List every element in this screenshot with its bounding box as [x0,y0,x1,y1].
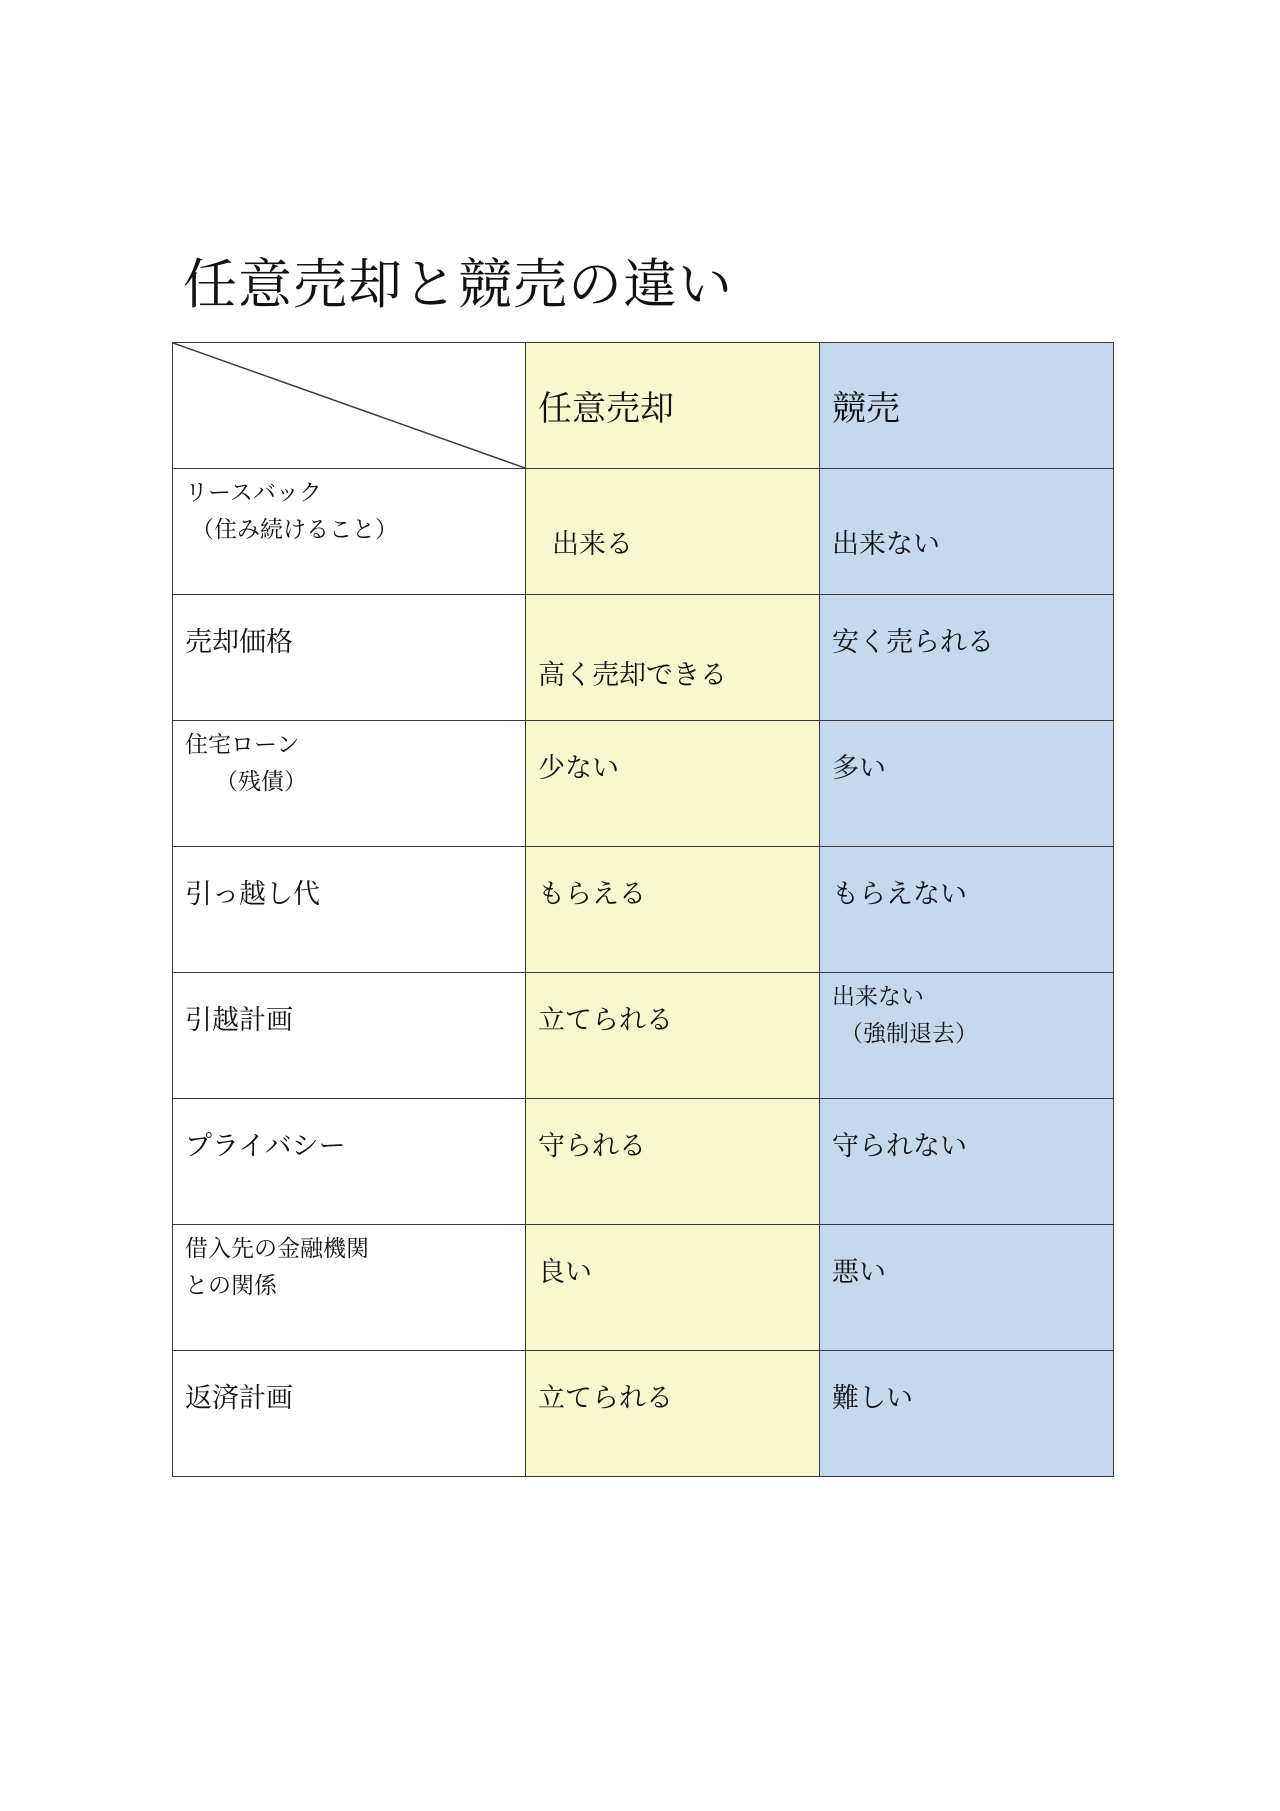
page-title: 任意売却と競売の違い [183,253,733,316]
keibai-value-cell [820,721,1114,847]
keibai-value-cell [820,1225,1114,1351]
row-label-cell [173,847,526,973]
row-label: 売却価格 [185,627,293,658]
keibai-value-cell [820,1351,1114,1477]
table-row [173,1351,1114,1477]
nin-i-value: 立てられる [538,1383,673,1414]
keibai-value: 多い [832,753,886,784]
nin-i-value: 高く売却できる [538,660,727,691]
diagonal-line [173,343,525,468]
row-label: 引っ越し代 [185,879,320,910]
corner-cell [173,343,526,469]
row-label: プライバシー [185,1131,346,1162]
nin-i-value: 出来る [552,529,633,560]
row-label: 住宅ローン （残債） [185,732,307,795]
header-label: 競売 [832,389,900,429]
keibai-value-cell [820,973,1114,1099]
keibai-value: もらえない [832,879,967,910]
table-row [173,847,1114,973]
keibai-value-cell [820,469,1114,595]
table-row [173,1225,1114,1351]
header-label: 任意売却 [538,389,674,429]
table-row [173,1099,1114,1225]
keibai-value: 難しい [832,1383,913,1414]
row-label-cell [173,469,526,595]
nin-i-value: もらえる [538,879,646,910]
nin-i-value-cell [526,1351,820,1477]
header-nin-i-baikyaku [526,343,820,469]
row-label-cell [173,1099,526,1225]
nin-i-value: 良い [538,1257,592,1288]
keibai-value: 出来ない [832,529,940,560]
row-label: リースバック （住み続けること） [185,480,398,543]
nin-i-value-cell [526,973,820,1099]
comparison-table [172,342,1114,1477]
nin-i-value: 少ない [538,753,619,784]
table-row [173,469,1114,595]
nin-i-value-cell [526,721,820,847]
keibai-value: 悪い [832,1257,886,1288]
row-label-cell [173,1225,526,1351]
nin-i-value-cell [526,1099,820,1225]
nin-i-value-cell [526,847,820,973]
keibai-value: 守られない [832,1131,967,1162]
keibai-value-cell [820,1099,1114,1225]
row-label-cell [173,595,526,721]
header-keibai [820,343,1114,469]
row-label: 引越計画 [185,1005,293,1036]
nin-i-value: 守られる [538,1131,646,1162]
nin-i-value-cell [526,1225,820,1351]
table-row [173,973,1114,1099]
table-row [173,721,1114,847]
row-label-cell [173,973,526,1099]
table-header-row [173,343,1114,469]
keibai-value-cell [820,847,1114,973]
row-label: 借入先の金融機関 との関係 [185,1236,369,1299]
row-label: 返済計画 [185,1383,293,1414]
keibai-value-cell [820,595,1114,721]
row-label-cell [173,1351,526,1477]
table-row [173,595,1114,721]
nin-i-value-cell [526,595,820,721]
nin-i-value-cell [526,469,820,595]
nin-i-value: 立てられる [538,1005,673,1036]
keibai-value: 安く売られる [832,627,994,658]
keibai-value: 出来ない （強制退去） [832,984,978,1047]
row-label-cell [173,721,526,847]
